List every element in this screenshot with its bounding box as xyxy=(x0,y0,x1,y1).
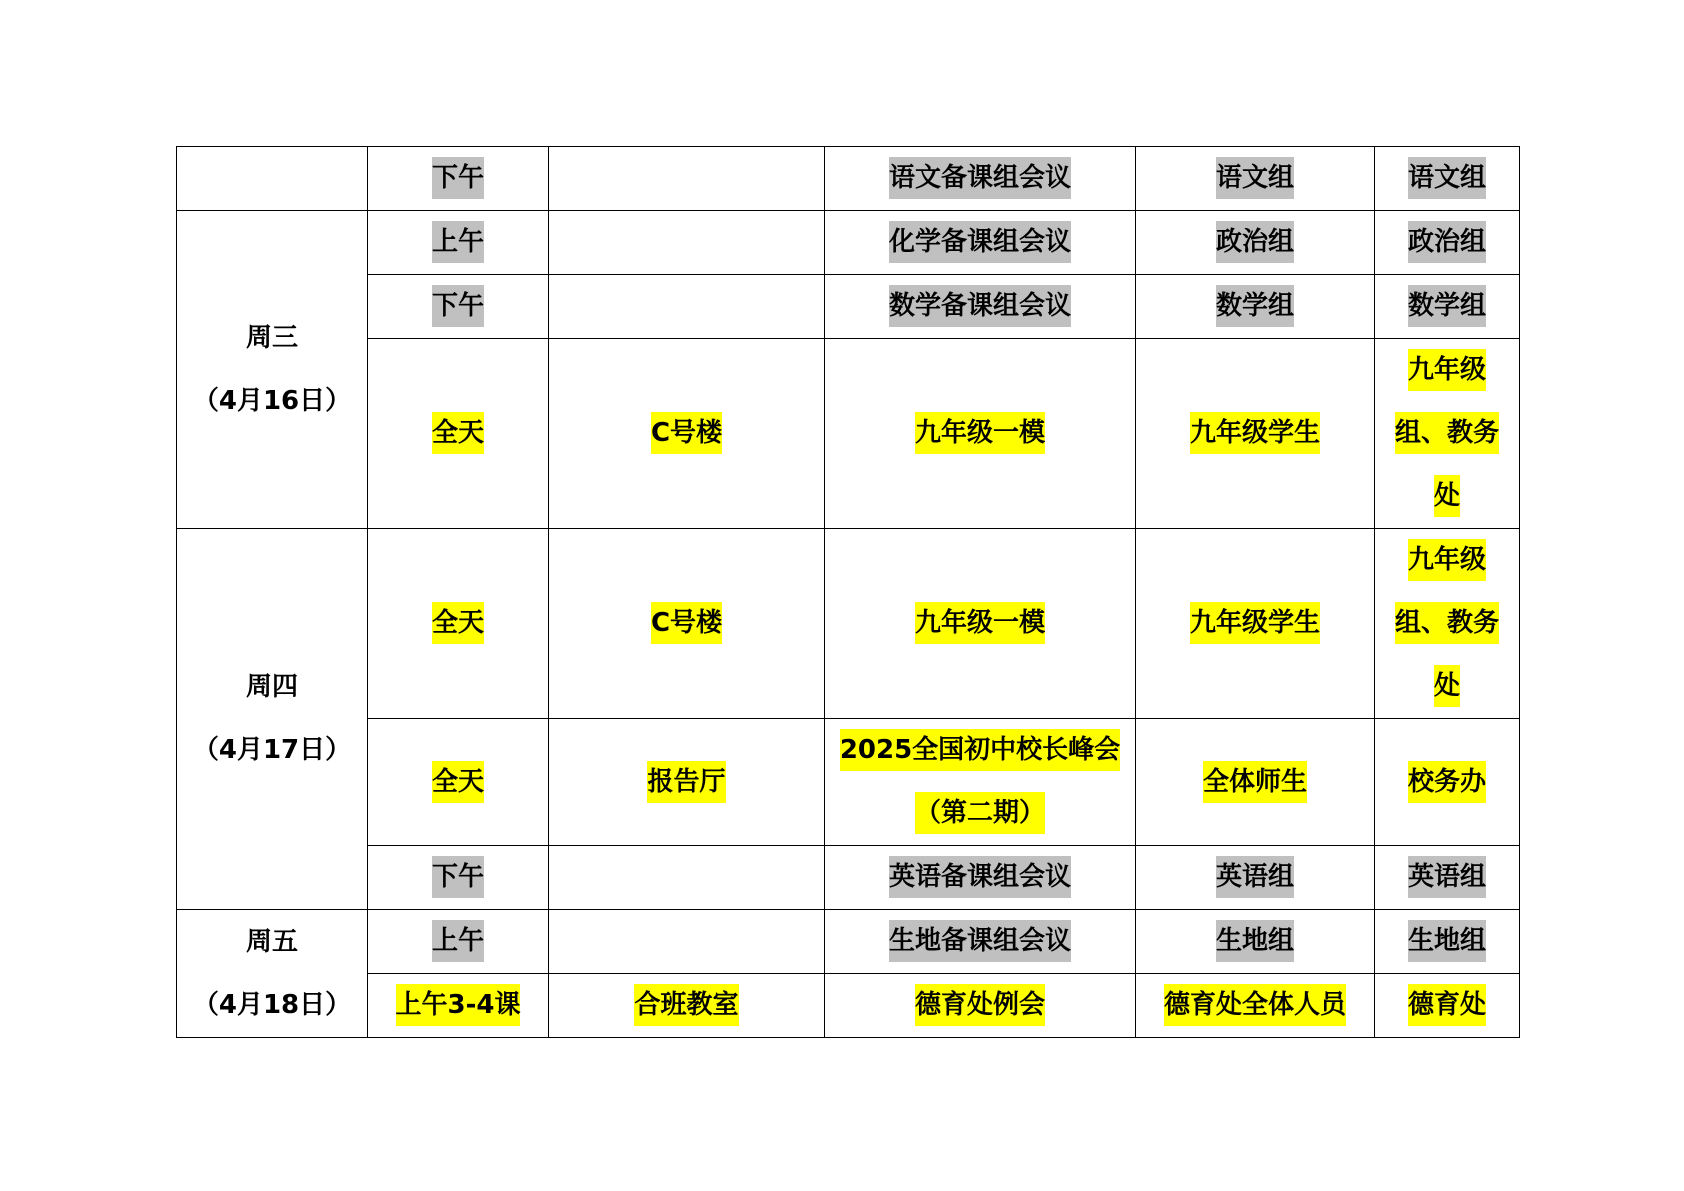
participants-text: 生地组 xyxy=(1216,920,1294,962)
event-cell xyxy=(825,846,1136,910)
table-row xyxy=(177,275,1520,339)
day-cell xyxy=(177,147,368,211)
organizer-text: 语文组 xyxy=(1408,157,1486,199)
place-cell xyxy=(549,529,825,719)
table-row xyxy=(177,529,1520,719)
table-row xyxy=(177,719,1520,846)
participants-cell xyxy=(1136,147,1375,211)
participants-cell xyxy=(1136,910,1375,974)
time-text: 下午 xyxy=(432,856,484,898)
time-text: 全天 xyxy=(432,602,484,644)
organizer-cell xyxy=(1375,529,1520,719)
day-date: （4月18日） xyxy=(192,989,352,1020)
event-text: 九年级一模 xyxy=(915,602,1045,644)
organizer-text: 校务办 xyxy=(1408,761,1486,803)
day-cell-friday xyxy=(177,910,368,1038)
time-text: 下午 xyxy=(432,285,484,327)
table-row xyxy=(177,846,1520,910)
day-name: 周四 xyxy=(245,672,298,702)
organizer-cell xyxy=(1375,974,1520,1038)
event-text: 生地备课组会议 xyxy=(889,920,1071,962)
participants-text: 政治组 xyxy=(1216,221,1294,263)
event-cell xyxy=(825,910,1136,974)
event-text: 英语备课组会议 xyxy=(889,856,1071,898)
organizer-text: 九年级组、教务处 xyxy=(1395,349,1499,517)
organizer-cell xyxy=(1375,910,1520,974)
organizer-cell xyxy=(1375,147,1520,211)
place-text: C号楼 xyxy=(651,602,722,644)
time-cell xyxy=(368,846,549,910)
participants-text: 数学组 xyxy=(1216,285,1294,327)
time-cell xyxy=(368,339,549,529)
participants-text: 全体师生 xyxy=(1203,761,1307,803)
time-text: 全天 xyxy=(432,761,484,803)
day-cell-wednesday xyxy=(177,211,368,529)
event-text: 数学备课组会议 xyxy=(889,285,1071,327)
event-cell xyxy=(825,339,1136,529)
event-cell xyxy=(825,974,1136,1038)
place-cell xyxy=(549,147,825,211)
time-cell xyxy=(368,529,549,719)
organizer-cell xyxy=(1375,339,1520,529)
organizer-cell xyxy=(1375,211,1520,275)
day-name: 周三 xyxy=(245,322,298,353)
table-row xyxy=(177,147,1520,211)
time-text: 上午 xyxy=(432,920,484,962)
organizer-text: 数学组 xyxy=(1408,285,1486,327)
event-cell xyxy=(825,147,1136,211)
day-date: （4月17日） xyxy=(192,735,352,765)
day-date: （4月16日） xyxy=(192,385,352,416)
organizer-text: 生地组 xyxy=(1408,920,1486,962)
organizer-text: 德育处 xyxy=(1408,984,1486,1026)
organizer-cell xyxy=(1375,846,1520,910)
organizer-cell xyxy=(1375,719,1520,846)
event-text: 化学备课组会议 xyxy=(889,221,1071,263)
event-cell xyxy=(825,275,1136,339)
time-text: 上午 xyxy=(432,221,484,263)
event-text: 语文备课组会议 xyxy=(889,157,1071,199)
table-row xyxy=(177,910,1520,974)
organizer-cell xyxy=(1375,275,1520,339)
participants-cell xyxy=(1136,974,1375,1038)
participants-text: 九年级学生 xyxy=(1190,602,1320,644)
participants-text: 德育处全体人员 xyxy=(1164,984,1346,1026)
time-cell xyxy=(368,147,549,211)
participants-text: 九年级学生 xyxy=(1190,412,1320,454)
time-cell xyxy=(368,719,549,846)
time-cell xyxy=(368,910,549,974)
table-row xyxy=(177,339,1520,529)
event-cell xyxy=(825,719,1136,846)
time-text: 上午3-4课 xyxy=(396,984,521,1026)
organizer-text: 政治组 xyxy=(1408,221,1486,263)
place-text: 合班教室 xyxy=(634,984,738,1026)
participants-text: 英语组 xyxy=(1216,856,1294,898)
participants-cell xyxy=(1136,275,1375,339)
time-cell xyxy=(368,974,549,1038)
place-text: 报告厅 xyxy=(647,761,725,803)
participants-cell xyxy=(1136,339,1375,529)
time-text: 下午 xyxy=(432,157,484,199)
place-cell xyxy=(549,846,825,910)
participants-cell xyxy=(1136,529,1375,719)
time-cell xyxy=(368,211,549,275)
place-cell xyxy=(549,339,825,529)
table-row xyxy=(177,974,1520,1038)
table-row xyxy=(177,211,1520,275)
event-cell xyxy=(825,529,1136,719)
event-text: 德育处例会 xyxy=(915,984,1045,1026)
time-text: 全天 xyxy=(432,412,484,454)
time-cell xyxy=(368,275,549,339)
place-text: C号楼 xyxy=(651,412,722,454)
event-cell xyxy=(825,211,1136,275)
day-name: 周五 xyxy=(245,926,298,957)
participants-cell xyxy=(1136,846,1375,910)
event-text: 九年级一模 xyxy=(915,412,1045,454)
organizer-text: 英语组 xyxy=(1408,856,1486,898)
event-text: 2025全国初中校长峰会（第二期） xyxy=(840,729,1120,834)
place-cell xyxy=(549,974,825,1038)
place-cell xyxy=(549,275,825,339)
participants-text: 语文组 xyxy=(1216,157,1294,199)
weekly-schedule-table xyxy=(176,146,1520,1038)
day-cell-thursday xyxy=(177,529,368,910)
organizer-text: 九年级组、教务处 xyxy=(1395,539,1499,707)
participants-cell xyxy=(1136,719,1375,846)
place-cell xyxy=(549,211,825,275)
place-cell xyxy=(549,719,825,846)
participants-cell xyxy=(1136,211,1375,275)
place-cell xyxy=(549,910,825,974)
